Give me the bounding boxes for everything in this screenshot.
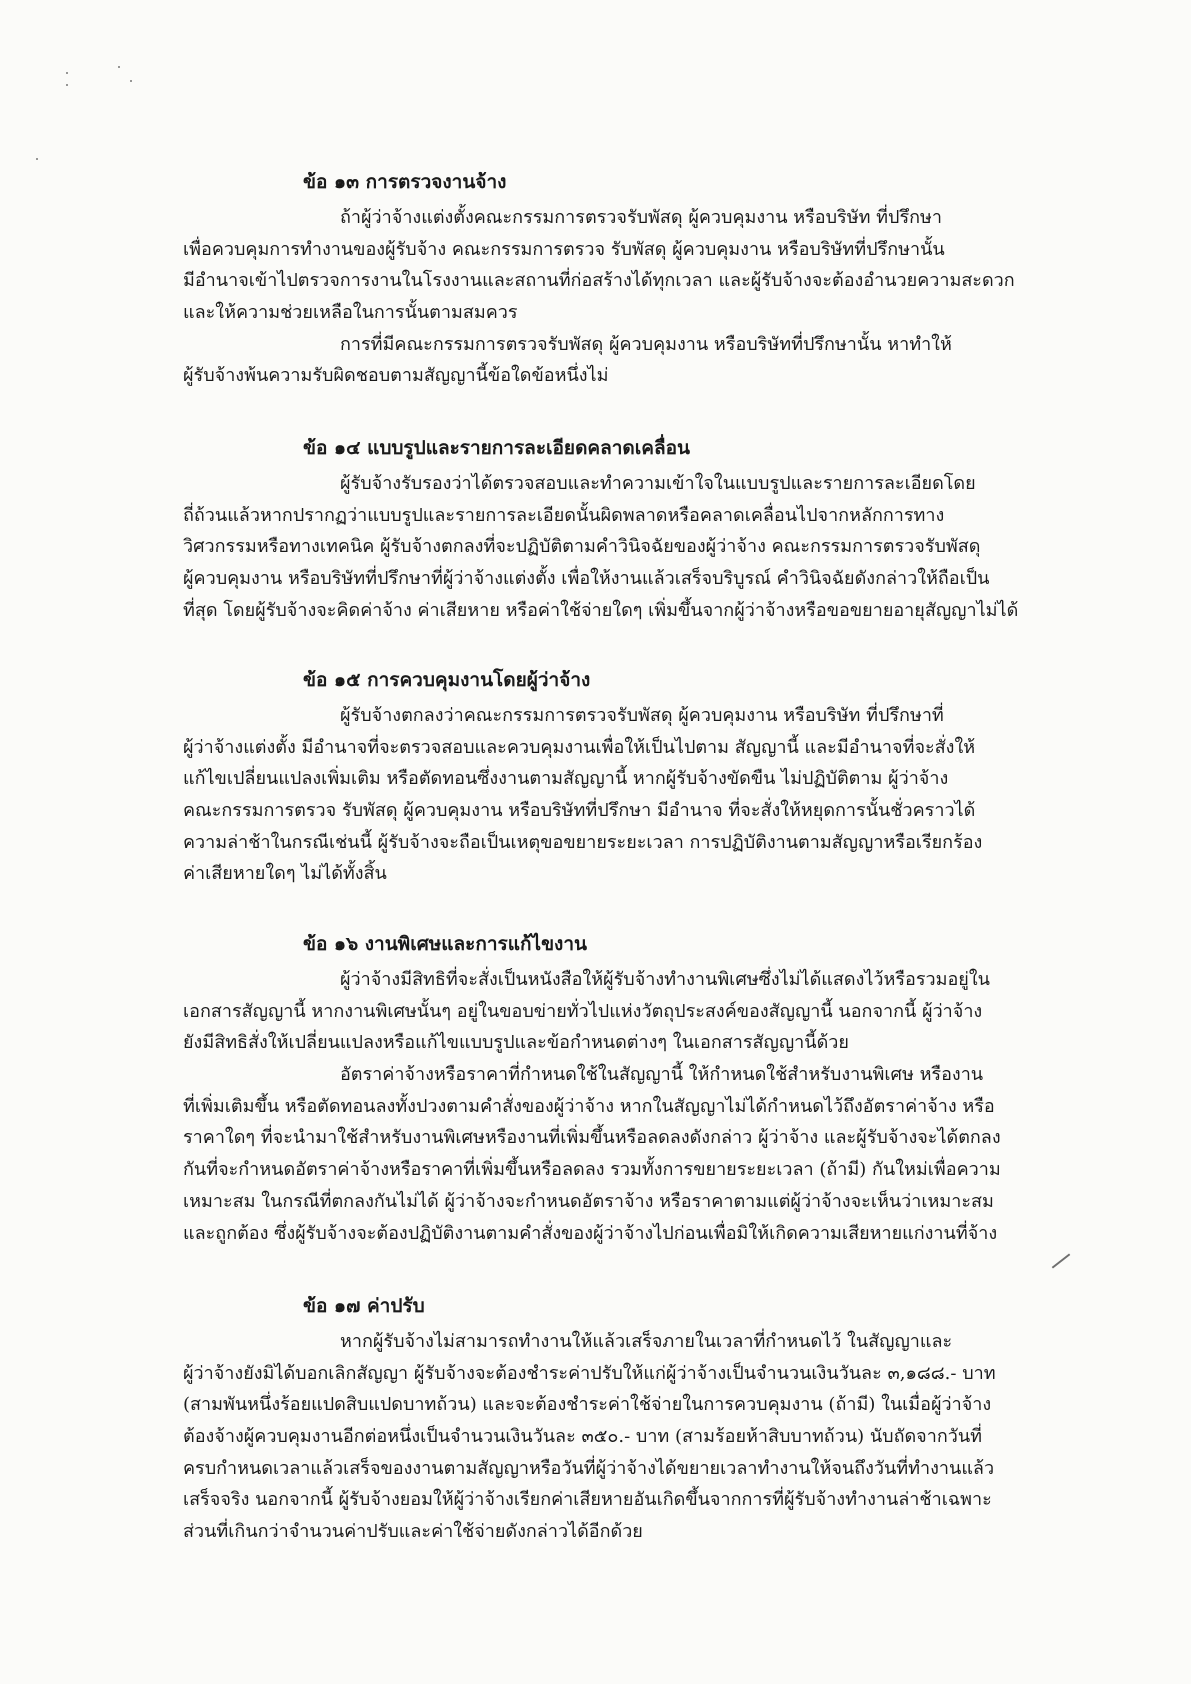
scan-speck <box>36 158 38 160</box>
clause-16 <box>183 932 1045 1249</box>
clause-13-paragraph-2 <box>183 329 1045 392</box>
text-line: (สามพันหนึ่งร้อยแปดสิบแปดบาทถ้วน) และจะต้องชำระค่าใช้จ่ายในการควบคุมงาน (ถ้ามี) ในเมื่อผู้ว่าจ้าง <box>183 1394 992 1416</box>
clause-16-heading: ข้อ ๑๖ งานพิเศษและการแก้ไขงาน <box>303 933 587 955</box>
scan-speck <box>66 72 68 74</box>
clause-13-paragraph-1 <box>183 202 1045 329</box>
text-line: วิศวกรรมหรือทางเทคนิค ผู้รับจ้างตกลงที่จะปฏิบัติตามคำวินิจฉัยของผู้ว่าจ้าง คณะกรรมการตรวจรับพัสดุ <box>183 536 981 558</box>
clause-14 <box>183 436 1045 626</box>
clause-17-heading: ข้อ ๑๗ ค่าปรับ <box>303 1295 425 1317</box>
text-line: ค่าเสียหายใดๆ ไม่ได้ทั้งสิ้น <box>183 863 387 885</box>
text-line: อัตราค่าจ้างหรือราคาที่กำหนดใช้ในสัญญานี้ ให้กำหนดใช้สำหรับงานพิเศษ หรืองาน <box>340 1064 984 1086</box>
text-line: ที่สุด โดยผู้รับจ้างจะคิดค่าจ้าง ค่าเสียหาย หรือค่าใช้จ่ายใดๆ เพิ่มขึ้นจากผู้ว่าจ้างหรือขอขยายอายุสัญญาไม่ได้ <box>183 599 1019 621</box>
scan-speck <box>118 66 120 68</box>
text-line: ผู้ว่าจ้างแต่งตั้ง มีอำนาจที่จะตรวจสอบและควบคุมงานเพื่อให้เป็นไปตาม สัญญานี้ และมีอำนาจที่จะสั่งให้ <box>183 736 976 758</box>
clause-14-heading: ข้อ ๑๔ แบบรูปและรายการละเอียดคลาดเคลื่อน <box>303 437 691 459</box>
clause-14-paragraph-1 <box>183 468 1045 626</box>
text-line: ผู้รับจ้างตกลงว่าคณะกรรมการตรวจรับพัสดุ ผู้ควบคุมงาน หรือบริษัท ที่ปรึกษาที่ <box>340 705 944 726</box>
scan-speck <box>66 84 68 86</box>
clause-15 <box>183 668 1045 890</box>
clause-15-heading: ข้อ ๑๕ การควบคุมงานโดยผู้ว่าจ้าง <box>303 669 591 691</box>
clause-13 <box>183 170 1045 392</box>
clause-16-paragraph-2 <box>183 1059 1045 1249</box>
text-line: เหมาะสม ในกรณีที่ตกลงกันไม่ได้ ผู้ว่าจ้างจะกำหนดอัตราจ้าง หรือราคาตามแต่ผู้ว่าจ้างจะเห็นว่าเหมาะสม <box>183 1190 994 1212</box>
text-line: มีอำนาจเข้าไปตรวจการงานในโรงงานและสถานที่ก่อสร้างได้ทุกเวลา และผู้รับจ้างจะต้องอำนวยความสะดวก <box>183 270 1015 292</box>
text-line: ถี่ถ้วนแล้วหากปรากฏว่าแบบรูปและรายการละเอียดนั้นผิดพลาดหรือคลาดเคลื่อนไปจากหลักการทาง <box>183 504 945 526</box>
pen-mark <box>1052 1253 1071 1268</box>
text-line: ผู้ควบคุมงาน หรือบริษัทที่ปรึกษาที่ผู้ว่าจ้างแต่งตั้ง เพื่อให้งานแล้วเสร็จบริบูรณ์ คำวินิจฉัยดังกล่าวให้ถือเป็น <box>183 568 990 590</box>
text-line: กันที่จะกำหนดอัตราค่าจ้างหรือราคาที่เพิ่มขึ้นหรือลดลง รวมทั้งการขยายระยะเวลา (ถ้ามี) กันใหม่เพื่อความ <box>183 1159 1001 1181</box>
text-line: แก้ไขเปลี่ยนแปลงเพิ่มเติม หรือตัดทอนซึ่งงานตามสัญญานี้ หากผู้รับจ้างขัดขืน ไม่ปฏิบัติตาม ผู้ว่าจ้าง <box>183 768 949 790</box>
text-line: ผู้รับจ้างพ้นความรับผิดชอบตามสัญญานี้ข้อใดข้อหนึ่งไม่ <box>183 365 609 387</box>
text-line: ส่วนที่เกินกว่าจำนวนค่าปรับและค่าใช้จ่ายดังกล่าวได้อีกด้วย <box>183 1521 643 1543</box>
text-line: เสร็จจริง นอกจากนี้ ผู้รับจ้างยอมให้ผู้ว่าจ้างเรียกค่าเสียหายอันเกิดขึ้นจากการที่ผู้รับจ้างทำงานล่าช้าเฉพาะ <box>183 1489 992 1511</box>
text-line: และให้ความช่วยเหลือในการนั้นตามสมควร <box>183 302 518 324</box>
scan-speck <box>130 80 132 82</box>
clause-16-paragraph-1 <box>183 964 1045 1059</box>
text-line: เอกสารสัญญานี้ หากงานพิเศษนั้นๆ อยู่ในขอบข่ายทั่วไปแห่งวัตถุประสงค์ของสัญญานี้ นอกจากนี้ ผู้ว่าจ้าง <box>183 1000 983 1022</box>
text-line: ต้องจ้างผู้ควบคุมงานอีกต่อหนึ่งเป็นจำนวนเงินวันละ ๓๕๐.- บาท (สามร้อยห้าสิบบาทถ้วน) นับถัดจากวันที่ <box>183 1426 983 1448</box>
text-line: หากผู้รับจ้างไม่สามารถทำงานให้แล้วเสร็จภายในเวลาที่กำหนดไว้ ในสัญญาและ <box>340 1331 953 1352</box>
text-line: ครบกำหนดเวลาแล้วเสร็จของงานตามสัญญาหรือวันที่ผู้ว่าจ้างได้ขยายเวลาทำงานให้จนถึงวันที่ทำงานแล้ว <box>183 1457 995 1479</box>
text-line: ราคาใดๆ ที่จะนำมาใช้สำหรับงานพิเศษหรืองานที่เพิ่มขึ้นหรือลดลงดังกล่าว ผู้ว่าจ้าง และผู้รับจ้างจะได้ตกลง <box>183 1127 1001 1149</box>
text-line: ความล่าช้าในกรณีเช่นนี้ ผู้รับจ้างจะถือเป็นเหตุขอขยายระยะเวลา การปฏิบัติงานตามสัญญาหรือเรียกร้อง <box>183 831 983 853</box>
clause-13-heading: ข้อ ๑๓ การตรวจงานจ้าง <box>303 171 507 193</box>
text-line: ถ้าผู้ว่าจ้างแต่งตั้งคณะกรรมการตรวจรับพัสดุ ผู้ควบคุมงาน หรือบริษัท ที่ปรึกษา <box>340 207 942 228</box>
text-line: ยังมีสิทธิสั่งให้เปลี่ยนแปลงหรือแก้ไขแบบรูปและข้อกำหนดต่างๆ ในเอกสารสัญญานี้ด้วย <box>183 1032 849 1054</box>
text-line: เพื่อควบคุมการทำงานของผู้รับจ้าง คณะกรรมการตรวจ รับพัสดุ ผู้ควบคุมงาน หรือบริษัทที่ปรึกษานั้น <box>183 238 945 260</box>
text-line: ผู้รับจ้างรับรองว่าได้ตรวจสอบและทำความเข้าใจในแบบรูปและรายการละเอียดโดย <box>340 473 976 494</box>
text-line: และถูกต้อง ซึ่งผู้รับจ้างจะต้องปฏิบัติงานตามคำสั่งของผู้ว่าจ้างไปก่อนเพื่อมิให้เกิดความเสียหายแก่งานที่จ้าง <box>183 1222 998 1244</box>
clause-17 <box>183 1294 1045 1548</box>
text-line: การที่มีคณะกรรมการตรวจรับพัสดุ ผู้ควบคุมงาน หรือบริษัทที่ปรึกษานั้น หาทำให้ <box>340 333 952 355</box>
clause-15-paragraph-1 <box>183 700 1045 890</box>
text-line: ผู้ว่าจ้างมีสิทธิที่จะสั่งเป็นหนังสือให้ผู้รับจ้างทำงานพิเศษซึ่งไม่ได้แสดงไว้หรือรวมอยู่ใน <box>340 969 990 990</box>
text-line: คณะกรรมการตรวจ รับพัสดุ ผู้ควบคุมงาน หรือบริษัทที่ปรึกษา มีอำนาจ ที่จะสั่งให้หยุดการนั้นชั่วคราวได้ <box>183 800 976 822</box>
clause-17-paragraph-1 <box>183 1326 1045 1548</box>
text-line: ที่เพิ่มเติมขึ้น หรือตัดทอนลงทั้งปวงตามคำสั่งของผู้ว่าจ้าง หากในสัญญาไม่ได้กำหนดไว้ถึงอัตราค่าจ้าง หรือ <box>183 1095 995 1117</box>
text-line: ผู้ว่าจ้างยังมิได้บอกเลิกสัญญา ผู้รับจ้างจะต้องชำระค่าปรับให้แก่ผู้ว่าจ้างเป็นจำนวนเงินวันละ ๓,๑๘๘.- บาท <box>183 1362 996 1384</box>
